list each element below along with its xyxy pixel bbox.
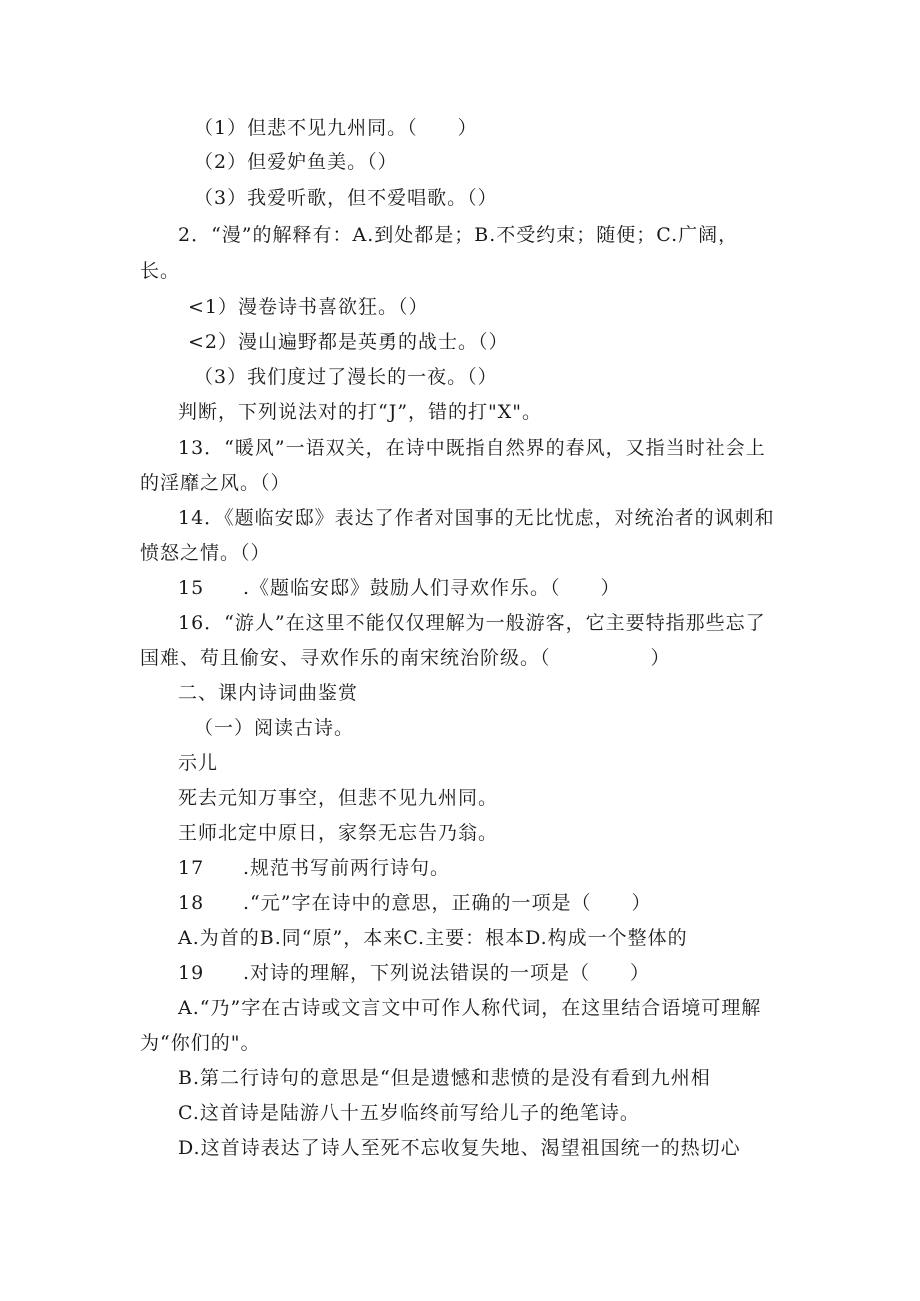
poem-line-1: 死去元知万事空，但悲不见九州同。 bbox=[178, 787, 499, 809]
q14-cont: 愤怒之情。（） bbox=[140, 542, 271, 564]
q19-option-c: C.这首诗是陆游八十五岁临终前写给儿子的绝笔诗。 bbox=[178, 1102, 640, 1124]
q19-option-a-cont: 为“你们的"。 bbox=[140, 1032, 261, 1054]
q19-option-b: B.第二行诗句的意思是“但是遗憾和悲愤的是没有看到九州相 bbox=[178, 1067, 711, 1089]
q1-item-2: （2）但爱妒鱼美。（） bbox=[194, 151, 398, 173]
section-heading: 二、课内诗词曲鉴赏 bbox=[178, 682, 359, 704]
poem-title: 示儿 bbox=[178, 752, 219, 774]
q13-cont: 的淫靡之风。（） bbox=[140, 472, 291, 494]
q14: 14．《题临安邸》表达了作者对国事的无比忧虑，对统治者的讽刺和 bbox=[178, 507, 775, 529]
q1-item-1: （1）但悲不见九州同。（ ） bbox=[194, 117, 478, 139]
judge-instruction: 判断，下列说法对的打“J”，错的打"X"。 bbox=[178, 401, 543, 423]
q2-item-2: <2）漫山遍野都是英勇的战士。（） bbox=[188, 331, 509, 353]
q18-text: .“元”字在诗中的意思，正确的一项是（ ） bbox=[243, 892, 652, 914]
q19-option-a: A.“乃”字在古诗或文言文中可作人称代词，在这里结合语境可理解 bbox=[178, 997, 762, 1019]
q16: 16．“游人”在这里不能仅仅理解为一般游客，它主要特指那些忘了 bbox=[178, 612, 766, 634]
q17-text: .规范书写前两行诗句。 bbox=[243, 857, 451, 879]
q19-option-d: D.这首诗表达了诗人至死不忘收复失地、渴望祖国统一的热切心 bbox=[178, 1137, 741, 1159]
q2-item-3: （3）我们度过了漫长的一夜。（） bbox=[194, 366, 498, 388]
q2-stem-cont: 长。 bbox=[140, 260, 181, 282]
subsection-heading: （一）阅读古诗。 bbox=[194, 717, 355, 739]
q17-number: 17 bbox=[178, 857, 205, 879]
q15-text: .《题临安邸》鼓励人们寻欢作乐。（ ） bbox=[243, 577, 621, 599]
poem-line-2: 王师北定中原日，家祭无忘告乃翁。 bbox=[178, 822, 499, 844]
q2-stem: 2．“漫”的解释有：A.到处都是；B.不受约束；随便；C.广阔， bbox=[178, 224, 739, 246]
q19-number: 19 bbox=[178, 962, 205, 984]
q1-item-3: （3）我爱听歌，但不爱唱歌。（） bbox=[194, 187, 498, 209]
q18-number: 18 bbox=[178, 892, 205, 914]
q16-cont: 国难、苟且偷安、寻欢作乐的南宋统治阶级。（ ） bbox=[140, 647, 671, 669]
q19-text: .对诗的理解，下列说法错误的一项是（ ） bbox=[243, 962, 651, 984]
q2-item-1: <1）漫卷诗书喜欲狂。（） bbox=[188, 296, 429, 318]
q15-number: 15 bbox=[178, 577, 205, 599]
q18-options: A.为首的B.同“原”，本来C.主要：根本D.构成一个整体的 bbox=[178, 927, 688, 949]
q13: 13．“暖风”一语双关，在诗中既指自然界的春风，又指当时社会上 bbox=[178, 437, 766, 459]
